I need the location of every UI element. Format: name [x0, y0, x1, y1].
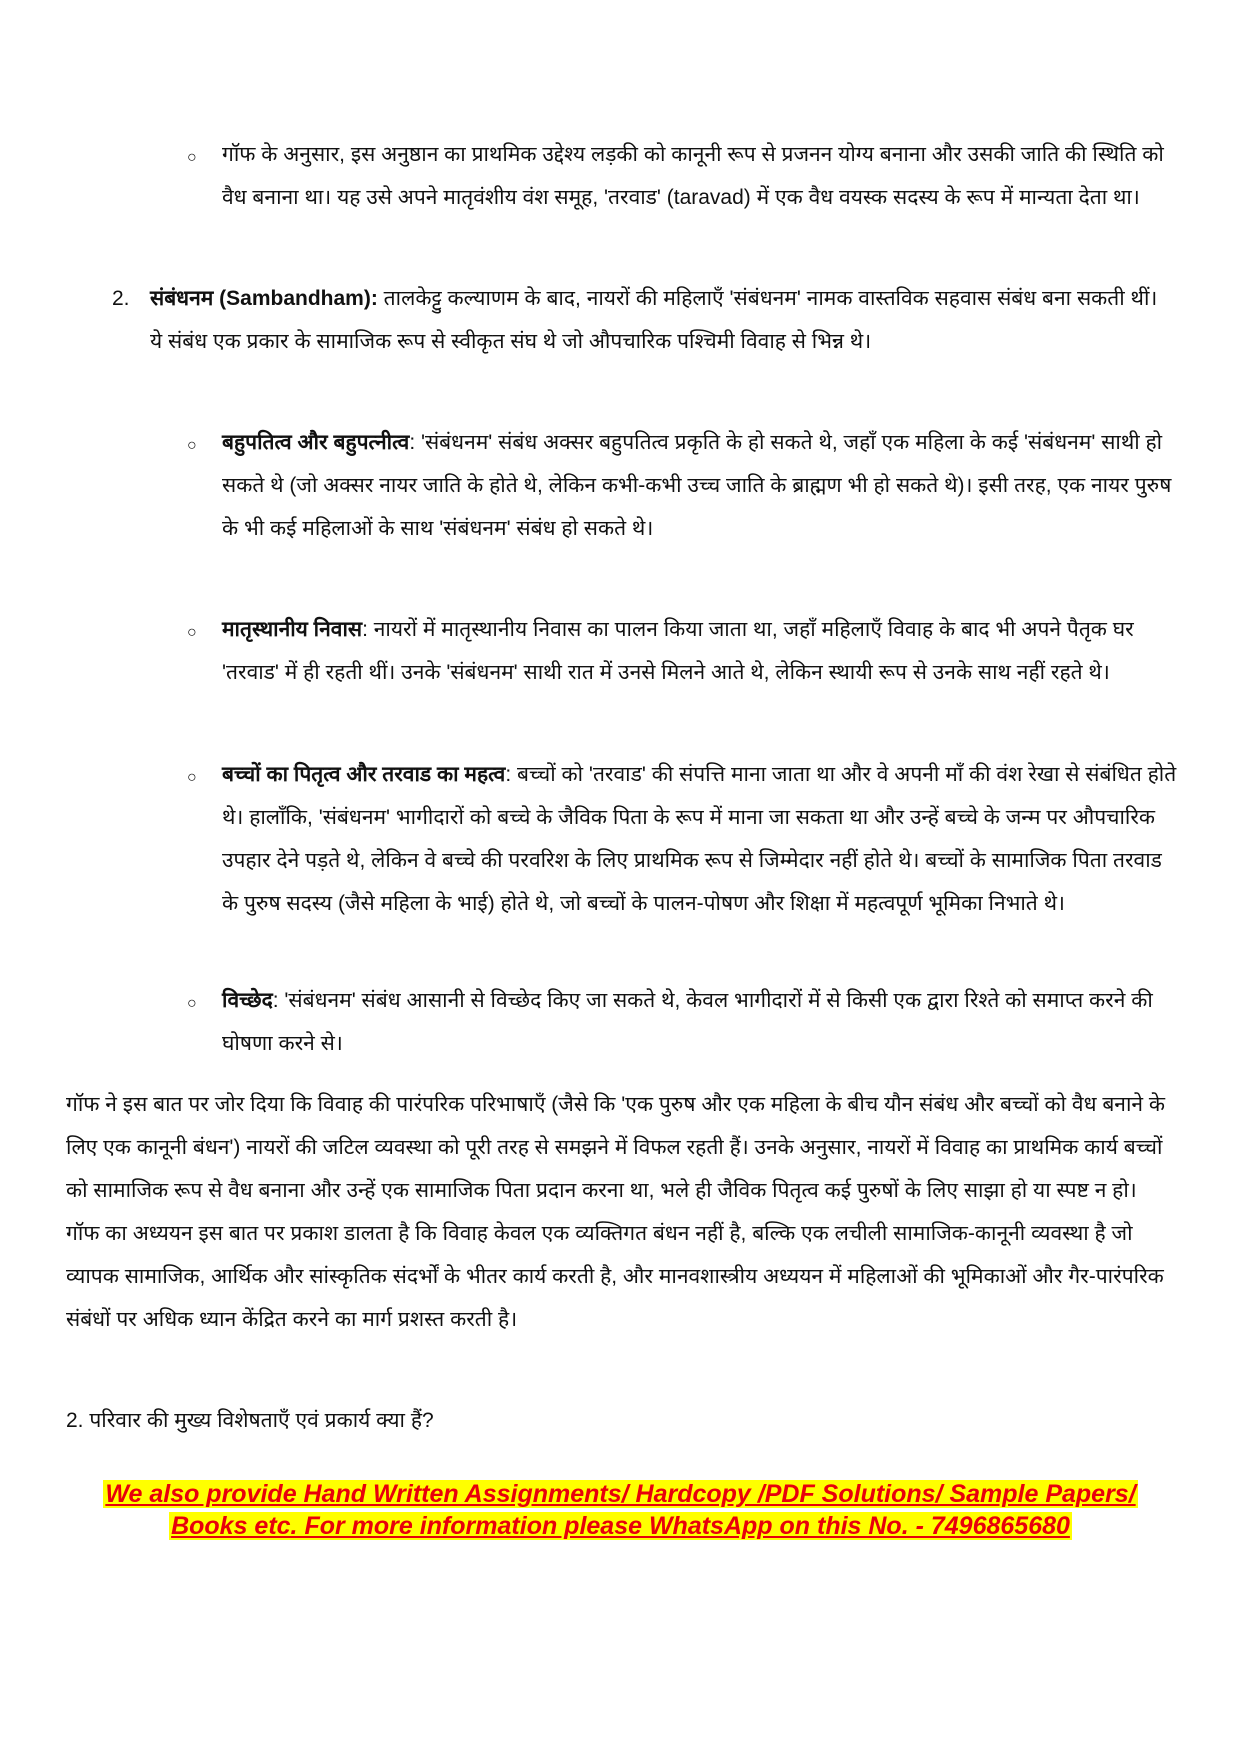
- bullet-item: [222, 979, 1182, 1065]
- intro-bullet-text: गॉफ के अनुसार, इस अनुष्ठान का प्राथमिक उद्देश्य लड़की को कानूनी रूप से प्रजनन योग्य बनाना और उसकी जाति की स्थिति को वैध बनाना था। यह उसे अपने मातृवंशीय वंश समूह, 'तरवाड' (taravad) में एक वैध वयस्क सदस्य के रूप में मान्यता देता था।: [222, 143, 1164, 209]
- bullet-circle-icon: ○: [187, 995, 197, 1012]
- bullet-term: बहुपतित्व और बहुपत्नीत्व: [222, 431, 410, 454]
- bullet-text: : 'संबंधनम' संबंध अक्सर बहुपतित्व प्रकृति के हो सकते थे, जहाँ एक महिला के कई 'संबंधनम' साथी हो सकते थे (जो अक्सर नायर जाति के होते थे, लेकिन कभी-कभी उच्च जाति के ब्राह्मण भी हो सकते थे)। इसी तरह, एक नायर पुरुष के भी कई महिलाओं के साथ 'संबंधनम' संबंध हो सकते थे।: [222, 431, 1172, 540]
- section-2-term: संबंधनम: [150, 287, 214, 310]
- bullet-circle-icon: ○: [187, 624, 197, 641]
- section-2-text: तालकेट्टु कल्याणम के बाद, नायरों की महिलाएँ 'संबंधनम' नामक वास्तविक सहवास संबंध बना सकती थीं। ये संबंध एक प्रकार के सामाजिक रूप से स्वीकृत संघ थे जो औपचारिक पश्चिमी विवाह से भिन्न थे।: [150, 287, 1158, 353]
- bullet-circle-icon: ○: [187, 149, 197, 166]
- bullet-term: विच्छेद: [222, 989, 273, 1012]
- section-2-paragraph: [150, 277, 1160, 363]
- footer-ad-line-2: Books etc. For more information please WhatsApp on this No. - 7496865680: [171, 1512, 1070, 1540]
- question-heading: 2. परिवार की मुख्य विशेषताएँ एवं प्रकार्य क्या हैं?: [66, 1409, 434, 1432]
- bullet-circle-icon: ○: [187, 437, 197, 454]
- bullet-item: [222, 421, 1182, 550]
- bullet-term: मातृस्थानीय निवास: [222, 618, 363, 641]
- section-number: 2.: [112, 287, 130, 310]
- bullet-item: [222, 753, 1182, 925]
- bullet-item: [222, 608, 1182, 694]
- footer-ad-line-1: We also provide Hand Written Assignments/ Hardcopy /PDF Solutions/ Sample Papers/: [105, 1480, 1136, 1508]
- footer-ad: [0, 1478, 1241, 1542]
- section-2-term-latin: (Sambandham):: [213, 287, 378, 310]
- bullet-text: : बच्चों को 'तरवाड' की संपत्ति माना जाता था और वे अपनी माँ की वंश रेखा से संबंधित होते थे। हालाँकि, 'संबंधनम' भागीदारों को बच्चे के जैविक पिता के रूप में माना जा सकता था और उन्हें बच्चे के जन्म पर औपचारिक उपहार देने पड़ते थे, लेकिन वे बच्चे की परवरिश के लिए प्राथमिक रूप से जिम्मेदार नहीं होते थे। बच्चों के सामाजिक पिता तरवाड के पुरुष सदस्य (जैसे महिला के भाई) होते थे, जो बच्चों के पालन-पोषण और शिक्षा में महत्वपूर्ण भूमिका निभाते थे।: [222, 763, 1177, 915]
- bullet-circle-icon: ○: [187, 769, 197, 786]
- conclusion-paragraph: गॉफ ने इस बात पर जोर दिया कि विवाह की पारंपरिक परिभाषाएँ (जैसे कि 'एक पुरुष और एक महिला के बीच यौन संबंध और बच्चों को वैध बनाने के लिए एक कानूनी बंधन') नायरों की जटिल व्यवस्था को पूरी तरह से समझने में विफल रहती हैं। उनके अनुसार, नायरों में विवाह का प्राथमिक कार्य बच्चों को सामाजिक रूप से वैध बनाना और उन्हें एक सामाजिक पिता प्रदान करना था, भले ही जैविक पितृत्व कई पुरुषों के लिए साझा हो या स्पष्ट न हो। गॉफ का अध्ययन इस बात पर प्रकाश डालता है कि विवाह केवल एक व्यक्तिगत बंधन नहीं है, बल्कि एक लचीली सामाजिक-कानूनी व्यवस्था है जो व्यापक सामाजिक, आर्थिक और सांस्कृतिक संदर्भों के भीतर कार्य करती है, और मानवशास्त्रीय अध्ययन में महिलाओं की भूमिकाओं और गैर-पारंपरिक संबंधों पर अधिक ध्यान केंद्रित करने का मार्ग प्रशस्त करती है।: [66, 1093, 1166, 1331]
- bullet-term: बच्चों का पितृत्व और तरवाड का महत्व: [222, 763, 506, 786]
- bullet-text: : 'संबंधनम' संबंध आसानी से विच्छेद किए जा सकते थे, केवल भागीदारों में से किसी एक द्वारा रिश्ते को समाप्त करने की घोषणा करने से।: [222, 989, 1153, 1055]
- bullet-text: : नायरों में मातृस्थानीय निवास का पालन किया जाता था, जहाँ महिलाएँ विवाह के बाद भी अपने पैतृक घर 'तरवाड' में ही रहती थीं। उनके 'संबंधनम' साथी रात में उनसे मिलने आते थे, लेकिन स्थायी रूप से उनके साथ नहीं रहते थे।: [222, 618, 1134, 684]
